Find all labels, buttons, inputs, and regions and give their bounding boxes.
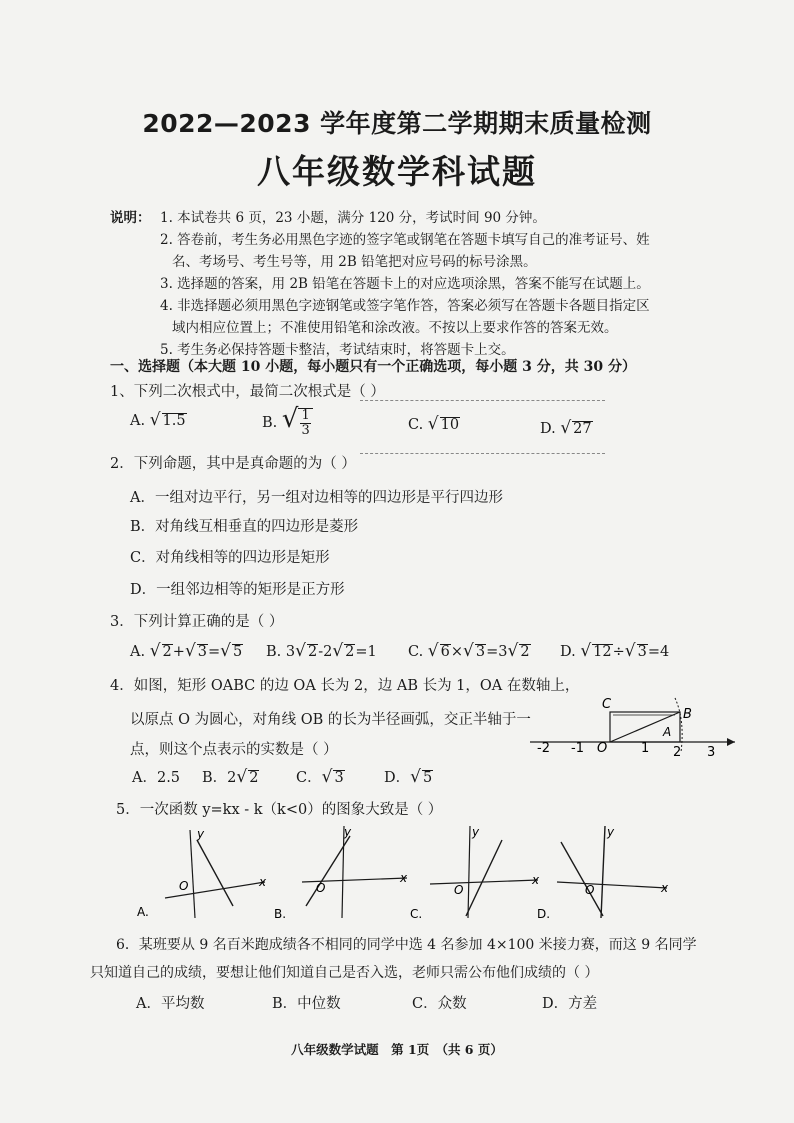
q3-option-a — [130, 641, 243, 661]
q5-graph-d — [535, 818, 675, 923]
radicand: 3 — [197, 644, 208, 660]
question-4-stem-line2: 以原点 O 为圆心，对角线 OB 的长为半径画弧，交正半轴于一 — [130, 712, 531, 728]
radicand: 2 — [520, 644, 530, 660]
q6-option-a: A．平均数 — [136, 996, 205, 1012]
q2-option-b: B．对角线互相垂直的四边形是菱形 — [130, 519, 359, 535]
function-line — [197, 840, 233, 906]
axis-label: x — [661, 881, 669, 895]
axis-label: x — [532, 873, 540, 887]
axis-label: y — [197, 827, 205, 841]
operator: =1 — [355, 644, 377, 660]
option-label: D. — [540, 421, 556, 437]
page-footer: 八年级数学试题 第 1页 （共 6 页） — [291, 1042, 503, 1057]
radicand: 2 — [307, 644, 318, 660]
option-label: C. — [410, 907, 423, 921]
q5-graph-a — [135, 818, 275, 923]
option-label: D. — [537, 907, 551, 921]
sqrt-sign: √ — [624, 641, 636, 661]
y-axis — [190, 830, 195, 918]
operator: ÷ — [612, 644, 625, 660]
instruction-item: 4. 非选择题必须用黑色字迹钢笔或签字笔作答，答案必须写在答题卡各题目指定区 — [160, 298, 650, 314]
radicand: 6 — [440, 644, 450, 660]
fraction — [298, 408, 312, 439]
operator: =3 — [486, 644, 508, 660]
q1-option-a — [130, 410, 187, 430]
q5-graph-c — [408, 818, 551, 923]
sqrt-sign: √ — [149, 641, 161, 661]
x-axis — [557, 882, 667, 888]
option-label: D． — [384, 770, 411, 786]
option-label: A. — [130, 413, 146, 429]
option-label: C. — [408, 417, 424, 433]
radicand: 5 — [233, 644, 243, 660]
q1-option-c — [408, 414, 460, 434]
sqrt-sign: √ — [427, 641, 439, 661]
radicand: 12 — [593, 644, 612, 660]
function-line — [561, 842, 603, 916]
operator: + — [172, 644, 185, 660]
option-label: C． — [296, 770, 322, 786]
option-label: B. — [266, 644, 282, 660]
label-c: C — [602, 697, 612, 712]
q4-option-a: A．2.5 — [132, 770, 181, 786]
y-axis — [601, 826, 605, 918]
sqrt-sign: √ — [295, 641, 306, 661]
q1-option-d — [540, 418, 593, 438]
option-label: B．2 — [202, 770, 237, 786]
divider — [360, 453, 605, 454]
instruction-item: 1. 本试卷共 6 页，23 小题，满分 120 分，考试时间 90 分钟。 — [160, 210, 546, 226]
number-line-figure — [525, 690, 740, 770]
instruction-item: 名、考场号、考生号等，用 2B 铅笔把对应号码的标号涂黑。 — [172, 254, 537, 270]
sqrt-sign: √ — [281, 404, 299, 434]
sqrt-sign: √ — [332, 641, 344, 661]
operator: -2 — [318, 644, 333, 660]
option-label: D. — [560, 644, 576, 660]
q3-option-d — [560, 641, 669, 661]
q4-option-c — [296, 766, 345, 787]
question-4-stem-line3: 点，则这个点表示的实数是（ ） — [130, 742, 338, 758]
sqrt-sign: √ — [321, 767, 333, 787]
radicand: 1.5 — [162, 413, 186, 429]
sqrt-sign: √ — [220, 641, 232, 661]
y-axis — [342, 826, 344, 918]
option-label: A. — [130, 644, 146, 660]
question-5-stem: 5．一次函数 y=kx - k（k<0）的图象大致是（ ） — [116, 802, 443, 818]
sqrt-sign: √ — [560, 418, 572, 438]
coefficient: 3 — [285, 644, 296, 660]
q2-option-d: D．一组邻边相等的矩形是正方形 — [130, 582, 345, 598]
section-heading: 一、选择题（本大题 10 小题，每小题只有一个正确选项，每小题 3 分，共 30 分） — [110, 359, 636, 375]
denominator: 3 — [301, 423, 310, 438]
q6-option-b: B．中位数 — [272, 996, 341, 1012]
question-6-stem-line1: 6．某班要从 9 名百米跑成绩各不相同的同学中选 4 名参加 4×100 米接力赛，而这 9 名同学 — [116, 937, 697, 953]
instructions-label: 说明： — [110, 210, 151, 226]
exam-title-line1: 2022—2023 学年度第二学期期末质量检测 — [142, 109, 652, 138]
label-a: A — [663, 725, 672, 739]
question-6-stem-line2: 只知道自己的成绩，要想让他们知道自己是否入选，老师只需公布他们成绩的（ ） — [90, 965, 599, 981]
sqrt-sign: √ — [184, 641, 196, 661]
sqrt-sign: √ — [580, 641, 592, 661]
function-line — [466, 840, 502, 916]
tick-label: 3 — [707, 745, 716, 760]
q3-option-b — [266, 641, 377, 661]
option-label: A. — [137, 905, 149, 919]
radicand: 2 — [345, 644, 355, 660]
q2-option-c: C．对角线相等的四边形是矩形 — [130, 550, 330, 566]
question-1-stem: 1、下列二次根式中，最简二次根式是（ ） — [110, 384, 385, 400]
radicand: 5 — [422, 770, 433, 786]
instruction-item: 域内相应位置上；不准使用铅笔和涂改液。不按以上要求作答的答案无效。 — [172, 320, 618, 336]
sqrt-sign: √ — [427, 414, 439, 434]
axis-label: y — [472, 825, 480, 839]
axis-label: y — [607, 825, 615, 839]
origin-label: O — [454, 883, 464, 897]
radicand: 3 — [334, 770, 344, 786]
tick-label: 2 — [673, 745, 682, 760]
sqrt-sign: √ — [463, 641, 474, 661]
sqrt-sign: √ — [410, 767, 421, 787]
question-3-stem: 3．下列计算正确的是（ ） — [110, 614, 284, 630]
option-label: B. — [274, 907, 287, 921]
q4-option-b — [202, 766, 259, 787]
question-4-stem-line1: 4．如图，矩形 OABC 的边 OA 长为 2，边 AB 长为 1，OA 在数轴上， — [110, 678, 580, 694]
origin-label: O — [316, 881, 326, 895]
radicand: 3 — [637, 644, 647, 660]
radicand: 2 — [162, 644, 172, 660]
instruction-item: 2. 答卷前，考生务必用黑色字迹的签字笔或钢笔在答题卡填写自己的准考证号、姓 — [160, 232, 650, 248]
sqrt-sign: √ — [507, 641, 519, 661]
radicand: 2 — [249, 770, 259, 786]
radicand: 3 — [475, 644, 486, 660]
tick-label: 1 — [641, 741, 650, 756]
axis-label: x — [259, 875, 267, 889]
q1-option-b — [262, 404, 313, 438]
arc — [675, 698, 682, 752]
divider — [360, 400, 605, 401]
q3-option-c — [408, 641, 531, 661]
axis-label: x — [400, 871, 408, 885]
y-axis — [468, 826, 470, 918]
label-b: B — [683, 707, 692, 722]
operator: =4 — [647, 644, 670, 660]
origin-label: O — [179, 879, 189, 893]
sqrt-sign: √ — [149, 410, 161, 430]
q4-option-d — [384, 766, 433, 787]
axis-label: y — [344, 825, 352, 839]
instruction-item: 3. 选择题的答案，用 2B 铅笔在答题卡上的对应选项涂黑，答案不能写在试题上。 — [160, 276, 650, 292]
option-label: C. — [408, 644, 424, 660]
q2-option-a: A．一组对边平行，另一组对边相等的四边形是平行四边形 — [130, 490, 503, 506]
q5-graph-b — [272, 818, 417, 923]
radicand: 10 — [440, 417, 460, 433]
q6-option-c: C．众数 — [412, 996, 467, 1012]
exam-title-line2: 八年级数学科试题 — [257, 152, 537, 191]
x-axis — [430, 880, 538, 884]
option-label: B. — [262, 415, 278, 431]
origin-label: O — [585, 883, 595, 897]
label-o: O — [597, 741, 608, 756]
operator: = — [208, 644, 221, 660]
operator: × — [450, 644, 464, 660]
tick-label: -1 — [571, 741, 584, 756]
question-2-stem: 2．下列命题，其中是真命题的为（ ） — [110, 456, 356, 472]
sqrt-sign: √ — [236, 767, 248, 787]
numerator: 1 — [301, 407, 310, 423]
q6-option-d: D．方差 — [542, 996, 598, 1012]
arrow-icon — [727, 738, 735, 746]
instruction-item: 5. 考生务必保持答题卡整洁，考试结束时，将答题卡上交。 — [160, 342, 515, 358]
radicand: 27 — [573, 421, 592, 437]
tick-label: -2 — [537, 741, 550, 756]
